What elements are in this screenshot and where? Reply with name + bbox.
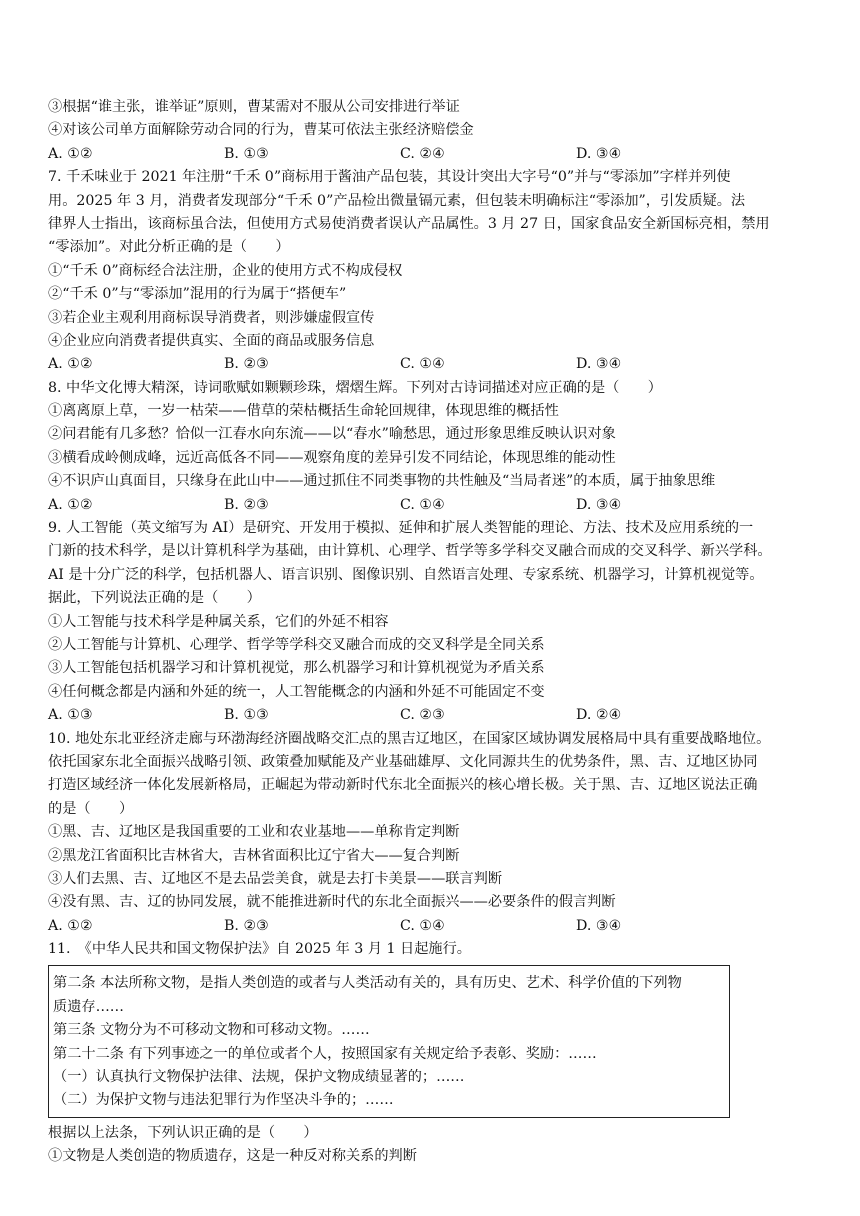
law-excerpt-line: 质遗存…… bbox=[53, 998, 124, 1015]
q10-option-a: A. ①② bbox=[48, 917, 93, 934]
q7-option-b: B. ②③ bbox=[224, 356, 269, 373]
q7-stem-line: 律界人士指出，该商标虽合法，但使用方式易使消费者误认产品属性。3 月 27 日，国家食品安全新国标亮相，禁用 bbox=[48, 215, 770, 232]
q8-item-3: ③横看成岭侧成峰，远近高低各不同——观察角度的差异引发不同结论，体现思维的能动性 bbox=[48, 449, 616, 466]
question-8 bbox=[48, 377, 830, 517]
q9-stem-line: 门新的技术科学，是以计算机科学为基础，由计算机、心理学、哲学等多学科交叉融合而成的交叉科学、新兴学科。 bbox=[48, 543, 772, 560]
q8-stem-line: 8. 中华文化博大精深，诗词歌赋如颗颗珍珠，熠熠生辉。下列对古诗词描述对应正确的是（ ） bbox=[48, 379, 662, 396]
q9-options bbox=[48, 704, 830, 727]
q7-item-2: ②“千禾 0”与“零添加”混用的行为属于“搭便车” bbox=[48, 286, 347, 303]
q7-item-1: ①“千禾 0”商标经合法注册，企业的使用方式不构成侵权 bbox=[48, 262, 403, 279]
q8-option-b: B. ②③ bbox=[224, 496, 269, 513]
q8-options bbox=[48, 494, 830, 517]
q8-item-1: ①离离原上草，一岁一枯荣——借草的荣枯概括生命轮回规律，体现思维的概括性 bbox=[48, 403, 559, 420]
q9-option-d: D. ②④ bbox=[576, 707, 622, 724]
q9-stem-line: AI 是十分广泛的科学，包括机器人、语言识别、图像识别、自然语言处理、专家系统、机器学习，计算机视觉等。 bbox=[48, 566, 764, 583]
q10-option-c: C. ①④ bbox=[400, 917, 445, 934]
q10-option-d: D. ③④ bbox=[576, 917, 622, 934]
q11-item-1: ①文物是人类创造的物质遗存，这是一种反对称关系的判断 bbox=[48, 1148, 417, 1165]
q6-item-3: ③根据“谁主张，谁举证”原则，曹某需对不服从公司安排进行举证 bbox=[48, 99, 460, 115]
q9-item-3: ③人工智能包括机器学习和计算机视觉，那么机器学习和计算机视觉为矛盾关系 bbox=[48, 660, 545, 677]
q6-tail bbox=[48, 96, 830, 166]
law-excerpt-line: 第二条 本法所称文物，是指人类创造的或者与人类活动有关的，具有历史、艺术、科学价值的下列物 bbox=[53, 975, 682, 992]
q7-option-c: C. ①④ bbox=[400, 356, 445, 373]
q9-option-b: B. ①③ bbox=[224, 707, 269, 724]
q8-item-2: ②问君能有几多愁？恰似一江春水向东流——以“春水”喻愁思，通过形象思维反映认识对象 bbox=[48, 426, 616, 443]
q8-option-d: D. ③④ bbox=[576, 496, 622, 513]
q9-stem-line: 据此，下列说法正确的是（ ） bbox=[48, 590, 261, 607]
q10-stem-line: 打造区域经济一体化发展新格局，正崛起为带动新时代东北全面振兴的核心增长极。关于黑、吉、辽地区说法正确 bbox=[48, 777, 758, 794]
q11-prompt: 根据以上法条，下列认识正确的是（ ） bbox=[48, 1124, 318, 1141]
q10-item-2: ②黑龙江省面积比吉林省大，吉林省面积比辽宁省大——复合判断 bbox=[48, 847, 460, 864]
q8-option-c: C. ①④ bbox=[400, 496, 445, 513]
q9-option-c: C. ②③ bbox=[400, 707, 445, 724]
law-excerpt-line: 第二十二条 有下列事迹之一的单位或者个人，按照国家有关规定给予表彰、奖励：…… bbox=[53, 1045, 597, 1062]
question-10 bbox=[48, 728, 830, 939]
q6-option-c: C. ②④ bbox=[400, 145, 445, 162]
q7-option-d: D. ③④ bbox=[576, 356, 622, 373]
law-excerpt-line: 第三条 文物分为不可移动文物和可移动文物。…… bbox=[53, 1022, 370, 1039]
q7-item-4: ④企业应向消费者提供真实、全面的商品或服务信息 bbox=[48, 332, 375, 349]
q10-options bbox=[48, 915, 830, 938]
q9-option-a: A. ①③ bbox=[48, 707, 93, 724]
q7-stem-line: “零添加”。对此分析正确的是（ ） bbox=[48, 239, 290, 256]
q9-item-1: ①人工智能与技术科学是种属关系，它们的外延不相容 bbox=[48, 613, 389, 630]
q6-options bbox=[48, 143, 830, 166]
question-7 bbox=[48, 166, 830, 377]
q6-option-d: D. ③④ bbox=[576, 145, 622, 162]
question-9 bbox=[48, 517, 830, 728]
q7-option-a: A. ①② bbox=[48, 356, 93, 373]
q7-stem-line: 用。2025 年 3 月，消费者发现部分“千禾 0”产品检出微量镉元素，但包装未明确标注“零添加”，引发质疑。法 bbox=[48, 192, 746, 209]
law-excerpt-box bbox=[48, 965, 730, 1117]
q10-option-b: B. ②③ bbox=[224, 917, 269, 934]
q10-stem-line: 依托国家东北全面振兴战略引领、政策叠加赋能及产业基础雄厚、文化同源共生的优势条件，黑、吉、辽地区协同 bbox=[48, 753, 758, 770]
q6-item-4: ④对该公司单方面解除劳动合同的行为，曹某可依法主张经济赔偿金 bbox=[48, 122, 474, 139]
q11-stem: 11. 《中华人民共和国文物保护法》自 2025 年 3 月 1 日起施行。 bbox=[48, 941, 471, 958]
q8-option-a: A. ①② bbox=[48, 496, 93, 513]
q10-item-3: ③人们去黑、吉、辽地区不是去品尝美食，就是去打卡美景——联言判断 bbox=[48, 870, 503, 887]
q10-item-4: ④没有黑、吉、辽的协同发展，就不能推进新时代的东北全面振兴——必要条件的假言判断 bbox=[48, 894, 616, 911]
q8-item-4: ④不识庐山真面目，只缘身在此山中——通过抓住不同类事物的共性触及“当局者迷”的本质，属于抽象思维 bbox=[48, 473, 716, 490]
law-excerpt-line: （一）认真执行文物保护法律、法规，保护文物成绩显著的；…… bbox=[53, 1069, 465, 1086]
exam-page bbox=[48, 96, 830, 1169]
q10-stem-line: 的是（ ） bbox=[48, 800, 134, 817]
q7-item-3: ③若企业主观利用商标误导消费者，则涉嫌虚假宣传 bbox=[48, 309, 375, 326]
q10-stem-line: 10. 地处东北亚经济走廊与环渤海经济圈战略交汇点的黑吉辽地区，在国家区域协调发展格局中具有重要战略地位。 bbox=[48, 730, 771, 747]
q6-option-b: B. ①③ bbox=[224, 145, 269, 162]
q7-options bbox=[48, 353, 830, 376]
q6-option-a: A. ①② bbox=[48, 145, 93, 162]
q9-stem-line: 9. 人工智能（英文缩写为 AI）是研究、开发用于模拟、延伸和扩展人类智能的理论、方法、技术及应用系统的一 bbox=[48, 520, 754, 537]
question-11 bbox=[48, 938, 830, 1169]
q7-stem-line: 7. 千禾味业于 2021 年注册“千禾 0”商标用于酱油产品包装，其设计突出大字号“0”并与“零添加”字样并列使 bbox=[48, 169, 731, 186]
q10-item-1: ①黑、吉、辽地区是我国重要的工业和农业基地——单称肯定判断 bbox=[48, 824, 460, 841]
q9-item-2: ②人工智能与计算机、心理学、哲学等学科交叉融合而成的交叉科学是全同关系 bbox=[48, 636, 545, 653]
q9-item-4: ④任何概念都是内涵和外延的统一，人工智能概念的内涵和外延不可能固定不变 bbox=[48, 683, 545, 700]
law-excerpt-line: （二）为保护文物与违法犯罪行为作坚决斗争的；…… bbox=[53, 1092, 394, 1109]
